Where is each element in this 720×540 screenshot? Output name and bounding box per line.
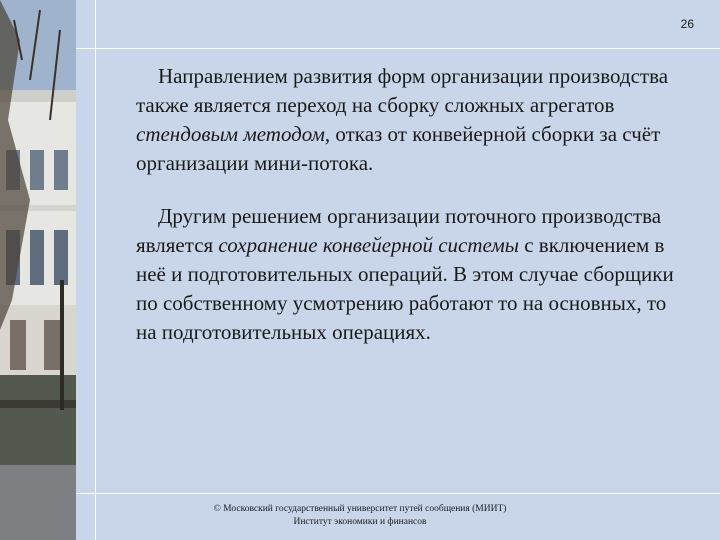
paragraph-1-text-b: , отказ от конвейерной сборки за счёт организации мини-потока. bbox=[136, 122, 661, 175]
building-photo bbox=[0, 0, 76, 540]
footer-university: © Московский государственный университет путей сообщения (МИИТ) bbox=[213, 504, 507, 514]
paragraph-2-text-a: Другим решением организации поточного производства является bbox=[136, 204, 662, 257]
vertical-rule bbox=[95, 0, 96, 540]
top-rule bbox=[76, 48, 720, 49]
paragraph-2 bbox=[136, 202, 676, 347]
footer bbox=[150, 503, 570, 529]
slide-number: 26 bbox=[680, 17, 694, 31]
paragraph-1 bbox=[136, 62, 676, 178]
paragraph-1-emphasis: стендовым методом bbox=[136, 122, 325, 146]
slide-body bbox=[136, 62, 676, 347]
paragraph-2-emphasis: сохранение конвейерной системы bbox=[218, 233, 519, 257]
paragraph-1-text-a: Направлением развития форм организации производства также является переход на сборку сложных агрегатов bbox=[136, 64, 669, 117]
footer-institute: Институт экономики и финансов bbox=[293, 517, 427, 527]
paragraph-2-text-b: с включением в неё и подготовительных операций. В этом случае сборщики по собственному усмотрению работают то на основных, то на подготовительных операциях. bbox=[136, 233, 674, 344]
bottom-rule bbox=[76, 493, 720, 494]
